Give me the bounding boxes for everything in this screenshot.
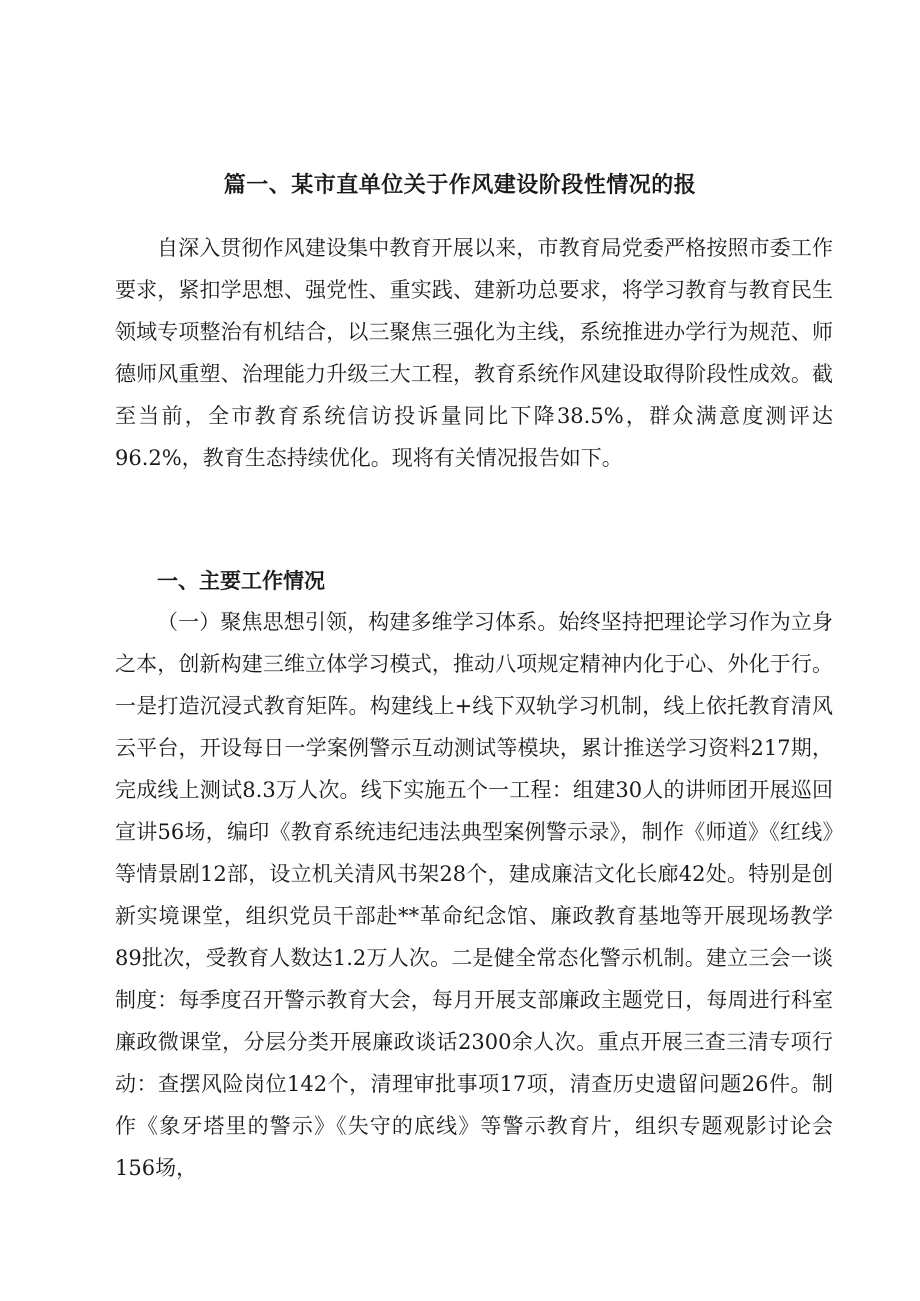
section-heading: 一、主要工作情况 [157, 569, 325, 593]
document-title: 篇一、某市直单位关于作风建设阶段性情况的报 [223, 173, 697, 198]
section-paragraph: （一）聚焦思想引领，构建多维学习体系。始终坚持把理论学习作为立身之本，创新构建三维立体学习模式，推动八项规定精神内化于心、外化于行。一是打造沉浸式教育矩阵。构建线上+线下双轨学习机制，线上依托教育清风云平台，开设每日一学案例警示互动测试等模块，累计推送学习资料217期，完成线上测试8.3万人次。线下实施五个一工程：组建30人的讲师团开展巡回宣讲56场，编印《教育系统违纪违法典型案例警示录》，制作《师道》《红线》等情景剧12部，设立机关清风书架28个，建成廉洁文化长廊42处。特别是创新实境课堂，组织党员干部赴**革命纪念馆、廉政教育基地等开展现场教学89批次，受教育人数达1.2万人次。二是健全常态化警示机制。建立三会一谈制度：每季度召开警示教育大会，每月开展支部廉政主题党日，每周进行科室廉政微课堂，分层分类开展廉政谈话2300余人次。重点开展三查三清专项行动：查摆风险岗位142个，清理审批事项17项，清查历史遗留问题26件。制作《象牙塔里的警示》《失守的底线》等警示教育片，组织专题观影讨论会156场， [115, 610, 833, 1180]
intro-paragraph: 自深入贯彻作风建设集中教育开展以来，市教育局党委严格按照市委工作要求，紧扣学思想、强党性、重实践、建新功总要求，将学习教育与教育民生领域专项整治有机结合，以三聚焦三强化为主线，系统推进办学行为规范、师德师风重塑、治理能力升级三大工程，教育系统作风建设取得阶段性成效。截至当前，全市教育系统信访投诉量同比下降38.5%，群众满意度测评达96.2%，教育生态持续优化。现将有关情况报告如下。 [115, 236, 833, 470]
